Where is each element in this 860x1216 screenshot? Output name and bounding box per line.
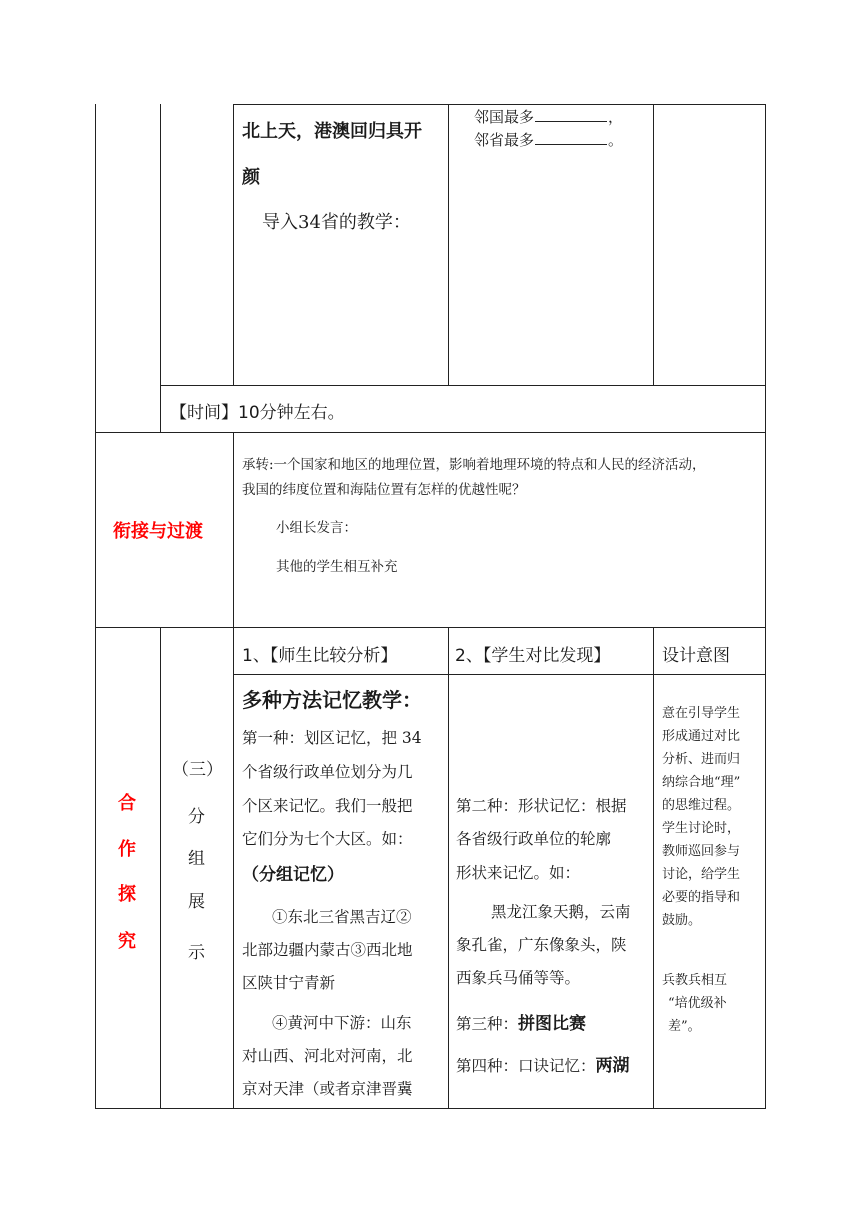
cooperation-char: 究 <box>118 931 136 952</box>
group-display-char: 组 <box>188 849 205 869</box>
col1-line: 个区来记忆。我们一般把 <box>242 797 413 815</box>
fourth-method <box>456 1051 630 1076</box>
punctuation: ， <box>608 108 624 126</box>
col1-line: 北部边疆内蒙古③西北地 <box>242 941 413 959</box>
fourth-method-prefix: 第四种：口诀记忆： <box>456 1057 596 1075</box>
third-method-name: 拼图比赛 <box>518 1014 587 1034</box>
punctuation: 。 <box>608 131 624 149</box>
col3-line: 的思维过程。 <box>662 798 741 813</box>
answer-blank <box>535 130 607 145</box>
transition-line-3: 小组长发言： <box>276 520 357 536</box>
group-display-char: 示 <box>188 943 205 963</box>
answer-blank <box>535 107 607 122</box>
col3-line: 鼓励。 <box>662 913 702 928</box>
lesson-line-3: 导入34省的教学： <box>262 212 411 233</box>
col1-line: 第一种：划区记忆，把 34 <box>242 729 422 747</box>
cooperation-char: 作 <box>118 839 136 860</box>
transition-line-2: 我国的纬度位置和海陆位置有怎样的优越性呢？ <box>242 482 526 498</box>
col3-line: 分析、进而归 <box>662 752 741 767</box>
col2-line: 第二种：形状记忆：根据 <box>456 797 627 815</box>
col1-line: 它们分为七个大区。如： <box>242 830 413 848</box>
col2-line: 黑龙江象天鹅，云南 <box>491 903 631 921</box>
col3-line: 学生讨论时， <box>662 821 741 836</box>
header-student-discovery: 2、【学生对比发现】 <box>455 646 611 666</box>
group-display-char: （三） <box>172 760 223 780</box>
neighbor-province-label: 邻省最多 <box>474 131 535 149</box>
time-note: 【时间】10分钟左右。 <box>170 403 345 423</box>
transition-line-1: 承转:一个国家和地区的地理位置，影响着地理环境的特点和人民的经济活动， <box>242 457 706 473</box>
col1-line: 对山西、河北对河南，北 <box>242 1047 413 1065</box>
col3-line: 纳综合地“理” <box>662 775 741 790</box>
col1-line: 个省级行政单位划分为几 <box>242 763 413 781</box>
col1-line: ④黄河中下游：山东 <box>272 1014 412 1032</box>
col2-line: 象孔雀，广东像象头，陕 <box>456 936 627 954</box>
col3-line: “培优级补 <box>668 996 727 1011</box>
transition-label: 衔接与过渡 <box>113 521 203 542</box>
cooperation-char: 合 <box>118 793 136 814</box>
col3-line: 形成通过对比 <box>662 729 741 744</box>
col3-line: 兵教兵相互 <box>662 973 728 988</box>
group-display-char: 分 <box>188 807 205 827</box>
memory-methods-title: 多种方法记忆教学： <box>242 688 422 712</box>
third-method <box>456 1009 586 1034</box>
lesson-line-1: 北上天，港澳回归具开 <box>242 121 422 142</box>
neighbor-country-label: 邻国最多 <box>474 108 535 126</box>
group-display-char: 展 <box>188 892 205 912</box>
col3-line: 必要的指导和 <box>662 890 741 905</box>
transition-line-4: 其他的学生相互补充 <box>276 559 398 575</box>
col1-line: 京对天津（或者京津晋冀 <box>242 1080 413 1098</box>
col2-line: 西象兵马俑等等。 <box>456 969 581 987</box>
col2-line: 各省级行政单位的轮廓 <box>456 830 612 848</box>
lesson-line-2: 颜 <box>242 167 260 188</box>
col3-line: 教师巡回参与 <box>662 844 741 859</box>
col1-line: 区陕甘宁青新 <box>242 974 336 992</box>
col3-line: 意在引导学生 <box>662 706 741 721</box>
third-method-prefix: 第三种： <box>456 1015 519 1033</box>
header-teacher-analysis: 1、【师生比较分析】 <box>242 646 398 666</box>
neighbor-province-line <box>474 129 623 150</box>
fourth-method-name: 两湖 <box>595 1056 630 1076</box>
col3-line: 讨论，给学生 <box>662 867 741 882</box>
col2-line: 形状来记忆。如： <box>456 864 581 882</box>
neighbor-country-line <box>474 106 623 127</box>
header-design-intent: 设计意图 <box>662 646 730 666</box>
col3-line: 差”。 <box>668 1019 701 1034</box>
group-memory-label: （分组记忆） <box>242 865 344 885</box>
cooperation-char: 探 <box>118 884 136 905</box>
col1-line: ①东北三省黑吉辽② <box>272 908 412 926</box>
